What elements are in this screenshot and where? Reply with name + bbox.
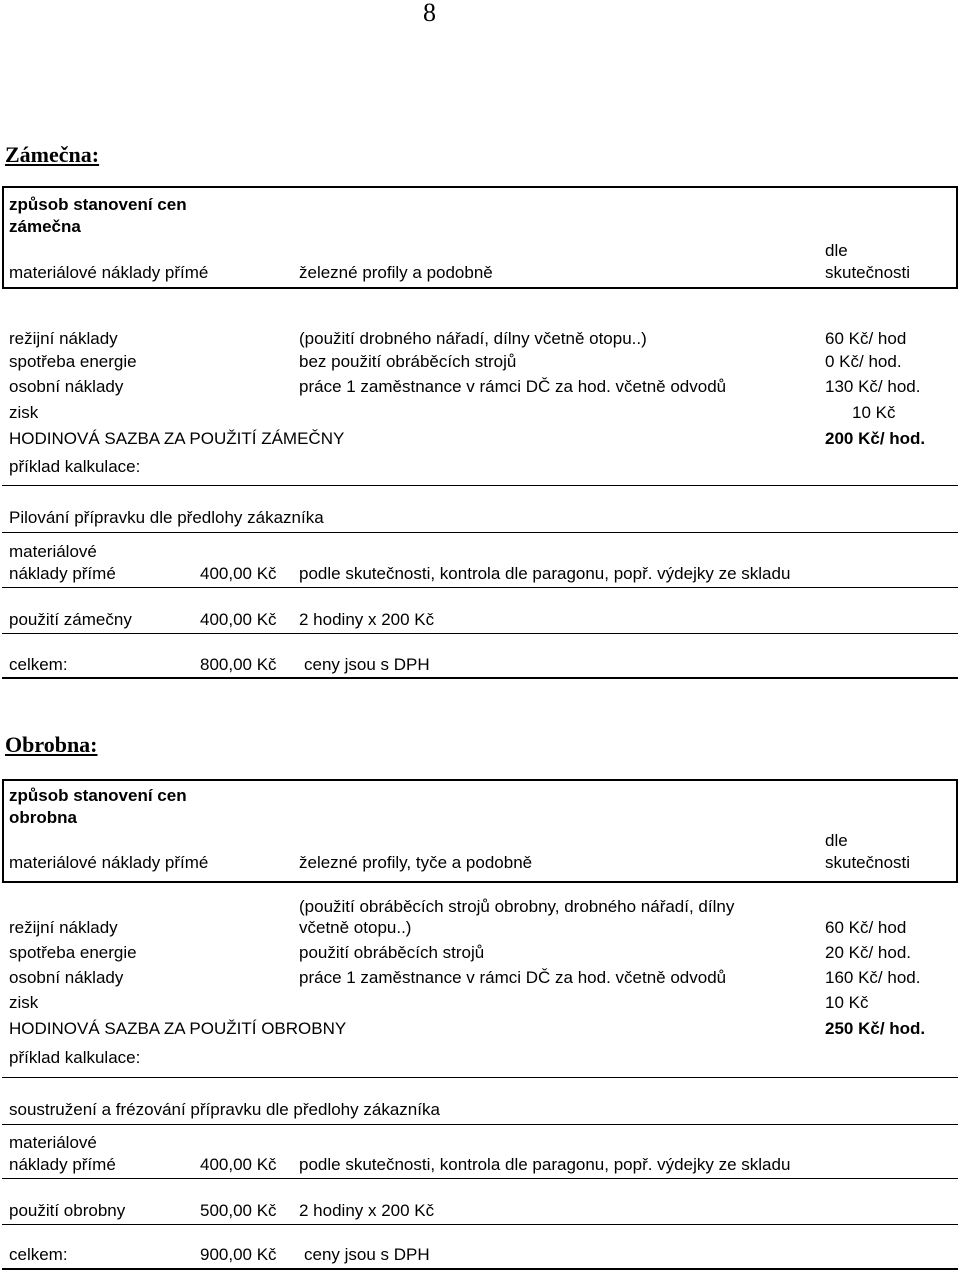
row-value-profit: 10 Kč: [825, 993, 869, 1012]
row-value-energy: 20 Kč/ hod.: [825, 943, 912, 962]
calc-top-border: [2, 1077, 958, 1078]
row-label-material: materiálové náklady přímé: [9, 263, 209, 282]
row-label-material: materiálové náklady přímé: [9, 853, 209, 872]
hourly-rate-label: HODINOVÁ SAZBA ZA POUŽITÍ ZÁMEČNY: [9, 429, 345, 448]
calc-label-material-line1: materiálové: [9, 1133, 97, 1152]
section-heading-obrobna: Obrobna:: [5, 732, 98, 757]
hourly-rate-label: HODINOVÁ SAZBA ZA POUŽITÍ OBROBNY: [9, 1019, 347, 1038]
row-value-overhead: 60 Kč/ hod: [825, 329, 907, 348]
row-value-profit: 10 Kč: [852, 403, 896, 422]
row-label-energy: spotřeba energie: [9, 943, 137, 962]
calc-top-border: [2, 485, 958, 486]
calc-amount-total: 900,00 Kč: [200, 1245, 277, 1264]
row-value-personnel: 160 Kč/ hod.: [825, 968, 921, 987]
example-title: soustružení a frézování přípravku dle předlohy zákazníka: [9, 1100, 440, 1119]
calc-divider: [2, 587, 958, 588]
calc-amount-material: 400,00 Kč: [200, 1155, 277, 1174]
calc-amount-usage: 400,00 Kč: [200, 610, 277, 629]
calc-divider: [2, 1178, 958, 1179]
row-label-profit: zisk: [9, 993, 39, 1012]
method-title-line2: zámečna: [9, 217, 81, 236]
calc-note-material: podle skutečnosti, kontrola dle paragonu, popř. výdejky ze skladu: [299, 1155, 791, 1174]
calc-note-usage: 2 hodiny x 200 Kč: [299, 610, 435, 629]
row-label-personnel: osobní náklady: [9, 377, 124, 396]
method-title-line1: způsob stanovení cen: [9, 786, 187, 805]
page-number: 8: [423, 0, 436, 27]
calc-divider: [2, 633, 958, 634]
calc-amount-total: 800,00 Kč: [200, 655, 277, 674]
calc-note-total: ceny jsou s DPH: [304, 1245, 430, 1264]
row-desc-overhead-line2: včetně otopu..): [299, 918, 412, 937]
row-value-material-line1: dle: [825, 831, 848, 850]
row-desc-material: železné profily a podobně: [299, 263, 493, 282]
calc-amount-material: 400,00 Kč: [200, 564, 277, 583]
calc-label-total: celkem:: [9, 1245, 68, 1264]
row-label-energy: spotřeba energie: [9, 352, 137, 371]
calc-label-material-line2: náklady přímé: [9, 564, 116, 583]
method-title-line2: obrobna: [9, 808, 77, 827]
calc-divider: [2, 1224, 958, 1225]
row-label-overhead: režijní náklady: [9, 918, 118, 937]
row-desc-personnel: práce 1 zaměstnance v rámci DČ za hod. včetně odvodů: [299, 377, 727, 396]
calc-note-material: podle skutečnosti, kontrola dle paragonu, popř. výdejky ze skladu: [299, 564, 791, 583]
calc-label-material-line1: materiálové: [9, 542, 97, 561]
row-label-personnel: osobní náklady: [9, 968, 124, 987]
calc-label-material-line2: náklady přímé: [9, 1155, 116, 1174]
calc-note-usage: 2 hodiny x 200 Kč: [299, 1201, 435, 1220]
row-label-overhead: režijní náklady: [9, 329, 118, 348]
row-label-profit: zisk: [9, 403, 39, 422]
row-desc-overhead-line1: (použití obráběcích strojů obrobny, drobného nářadí, dílny: [299, 897, 735, 916]
row-value-energy: 0 Kč/ hod.: [825, 352, 902, 371]
row-value-personnel: 130 Kč/ hod.: [825, 377, 921, 396]
row-desc-personnel: práce 1 zaměstnance v rámci DČ za hod. včetně odvodů: [299, 968, 727, 987]
row-value-overhead: 60 Kč/ hod: [825, 918, 907, 937]
calc-amount-usage: 500,00 Kč: [200, 1201, 277, 1220]
calc-note-total: ceny jsou s DPH: [304, 655, 430, 674]
calc-label-usage: použití obrobny: [9, 1201, 126, 1220]
example-label: příklad kalkulace:: [9, 1048, 141, 1067]
row-desc-overhead: (použití drobného nářadí, dílny včetně otopu..): [299, 329, 647, 348]
calc-bottom-border: [2, 1268, 958, 1270]
row-value-material-line2: skutečnosti: [825, 263, 911, 282]
calc-label-total: celkem:: [9, 655, 68, 674]
hourly-rate-value: 200 Kč/ hod.: [825, 429, 926, 448]
row-desc-energy: použití obráběcích strojů: [299, 943, 485, 962]
section-heading-zamecna: Zámečna:: [5, 142, 100, 167]
example-title: Pilování přípravku dle předlohy zákazníka: [9, 508, 324, 527]
example-label: příklad kalkulace:: [9, 457, 141, 476]
row-value-material-line1: dle: [825, 241, 848, 260]
calc-divider: [2, 532, 958, 533]
calc-bottom-border: [2, 677, 958, 679]
calc-label-usage: použití zámečny: [9, 610, 132, 629]
hourly-rate-value: 250 Kč/ hod.: [825, 1019, 926, 1038]
calc-divider: [2, 1124, 958, 1125]
row-desc-energy: bez použití obráběcích strojů: [299, 352, 517, 371]
method-title-line1: způsob stanovení cen: [9, 195, 187, 214]
row-desc-material: železné profily, tyče a podobně: [299, 853, 533, 872]
row-value-material-line2: skutečnosti: [825, 853, 911, 872]
